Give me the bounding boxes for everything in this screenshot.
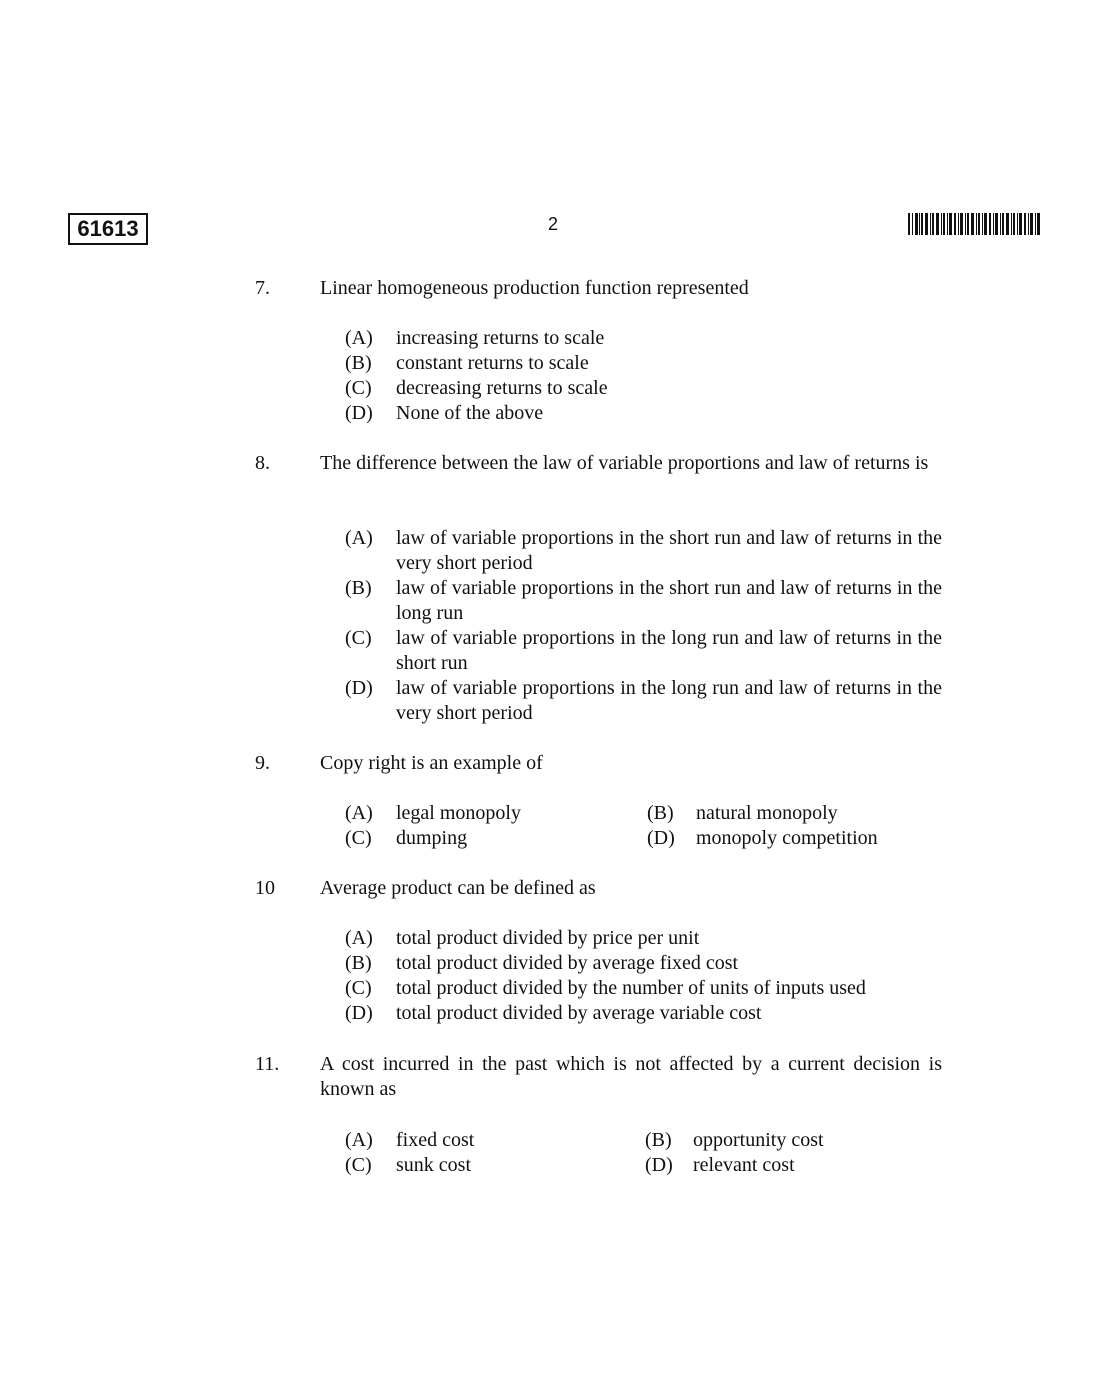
question-number: 7. [255,277,270,299]
option-label: (A) [345,327,373,349]
option-text: total product divided by average fixed cost [396,952,739,974]
option-label: (A) [345,1129,373,1151]
option-label: (A) [345,802,373,824]
question-stem: Average product can be defined as [320,877,596,899]
option-text: natural monopoly [696,802,838,824]
option-label: (A) [345,527,373,549]
question-number: 9. [255,752,270,774]
question-number: 10 [255,877,275,899]
option-label: (A) [345,927,373,949]
option-text: law of variable proportions in the long run and law of returns in the short run [396,627,942,674]
option-text: total product divided by the number of units of inputs used [396,977,866,999]
option-label: (C) [345,1154,372,1176]
option-text: law of variable proportions in the long run and law of returns in the very short period [396,677,942,724]
option-label: (D) [345,1002,373,1024]
option-label: (C) [345,977,372,999]
option-text: total product divided by price per unit [396,927,700,949]
question-stem: A cost incurred in the past which is not affected by a current decision is known as [320,1053,942,1100]
option-label: (D) [345,677,373,699]
option-text: increasing returns to scale [396,327,605,349]
option-text: constant returns to scale [396,352,589,374]
paper-code: 61613 [77,216,139,241]
option-text: decreasing returns to scale [396,377,608,399]
option-text: total product divided by average variable cost [396,1002,762,1024]
option-label: (C) [345,377,372,399]
option-label: (B) [345,952,372,974]
question-stem: The difference between the law of variable proportions and law of returns is [320,452,929,474]
option-label: (D) [647,827,675,849]
option-label: (D) [345,402,373,424]
question-stem: Copy right is an example of [320,752,543,774]
option-text: sunk cost [396,1154,471,1176]
question-stem: Linear homogeneous production function represented [320,277,749,299]
option-text: opportunity cost [693,1129,824,1151]
paper-code-box [68,213,148,245]
option-text: dumping [396,827,468,849]
option-label: (D) [645,1154,673,1176]
option-text: monopoly competition [696,827,878,849]
option-text: legal monopoly [396,802,521,824]
option-text: fixed cost [396,1129,475,1151]
option-text: relevant cost [693,1154,795,1176]
page-number: 2 [548,214,559,234]
option-text: law of variable proportions in the short run and law of returns in the very short period [396,527,942,574]
option-text: law of variable proportions in the short run and law of returns in the long run [396,577,942,624]
barcode-icon [908,213,1040,235]
option-label: (B) [345,352,372,374]
question-number: 8. [255,452,270,474]
option-label: (B) [647,802,674,824]
question-number: 11. [255,1053,280,1075]
option-label: (B) [345,577,372,599]
option-text: None of the above [396,402,544,424]
option-label: (C) [345,627,372,649]
option-label: (C) [345,827,372,849]
option-label: (B) [645,1129,672,1151]
